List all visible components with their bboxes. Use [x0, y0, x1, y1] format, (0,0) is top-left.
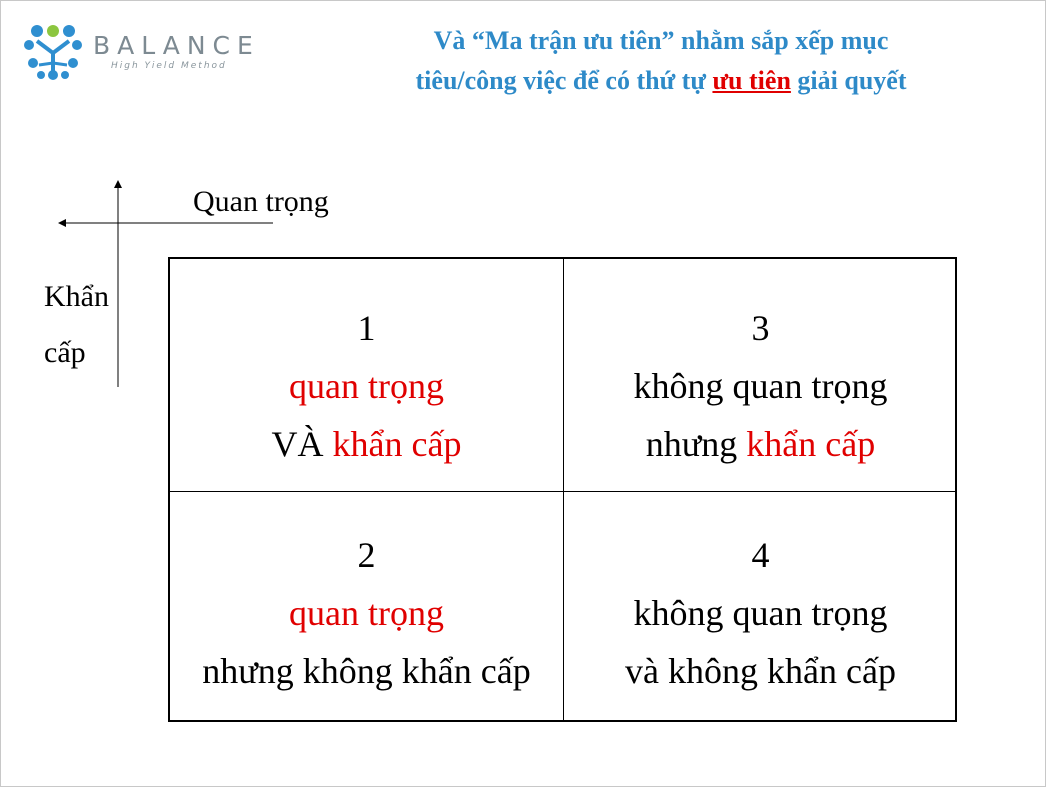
quadrant-1	[170, 259, 564, 492]
quadrant-number: 3	[751, 308, 770, 348]
urgency-axis-label	[44, 269, 109, 381]
quadrant-3	[564, 259, 957, 492]
quadrant-line-2: nhưng không khẩn cấp	[202, 651, 531, 691]
quadrant-line-1: không quan trọng	[633, 593, 888, 633]
title-line-2	[301, 61, 1021, 101]
quadrant-line-1: không quan trọng	[633, 366, 888, 406]
quadrant-line-1: quan trọng	[289, 366, 444, 406]
brand-tagline: High Yield Method	[111, 61, 227, 71]
quadrant-line-1: quan trọng	[289, 593, 444, 633]
quadrant-line-2-highlight: khẩn cấp	[332, 424, 462, 464]
urgency-label-line-1: Khẩn	[44, 280, 109, 313]
quadrant-line-2	[272, 415, 462, 473]
quadrant-number: 4	[751, 535, 770, 575]
quadrant-line-2-highlight: khẩn cấp	[746, 424, 876, 464]
quadrant-line-2	[646, 415, 875, 473]
priority-matrix	[168, 257, 957, 722]
quadrant-line-2-prefix: nhưng	[645, 424, 747, 464]
quadrant-line-2: và không khẩn cấp	[625, 651, 896, 691]
quadrant-number: 2	[357, 535, 376, 575]
slide-title	[301, 21, 1021, 101]
title-line-1: Và “Ma trận ưu tiên” nhằm sắp xếp mục	[433, 26, 889, 55]
urgency-label-line-2: cấp	[44, 336, 86, 369]
title-line-2-end: giải quyết	[790, 66, 907, 95]
title-line-2-start: tiêu/công việc để có thứ tự	[415, 66, 713, 95]
quadrant-2	[170, 492, 564, 722]
quadrant-number: 1	[357, 308, 376, 348]
quadrant-line-2-prefix: VÀ	[271, 424, 333, 464]
brand-name: BALANCE	[93, 31, 260, 60]
importance-axis-label: Quan trọng	[193, 185, 329, 218]
title-emphasis: ưu tiên	[712, 66, 791, 95]
quadrant-4	[564, 492, 957, 722]
